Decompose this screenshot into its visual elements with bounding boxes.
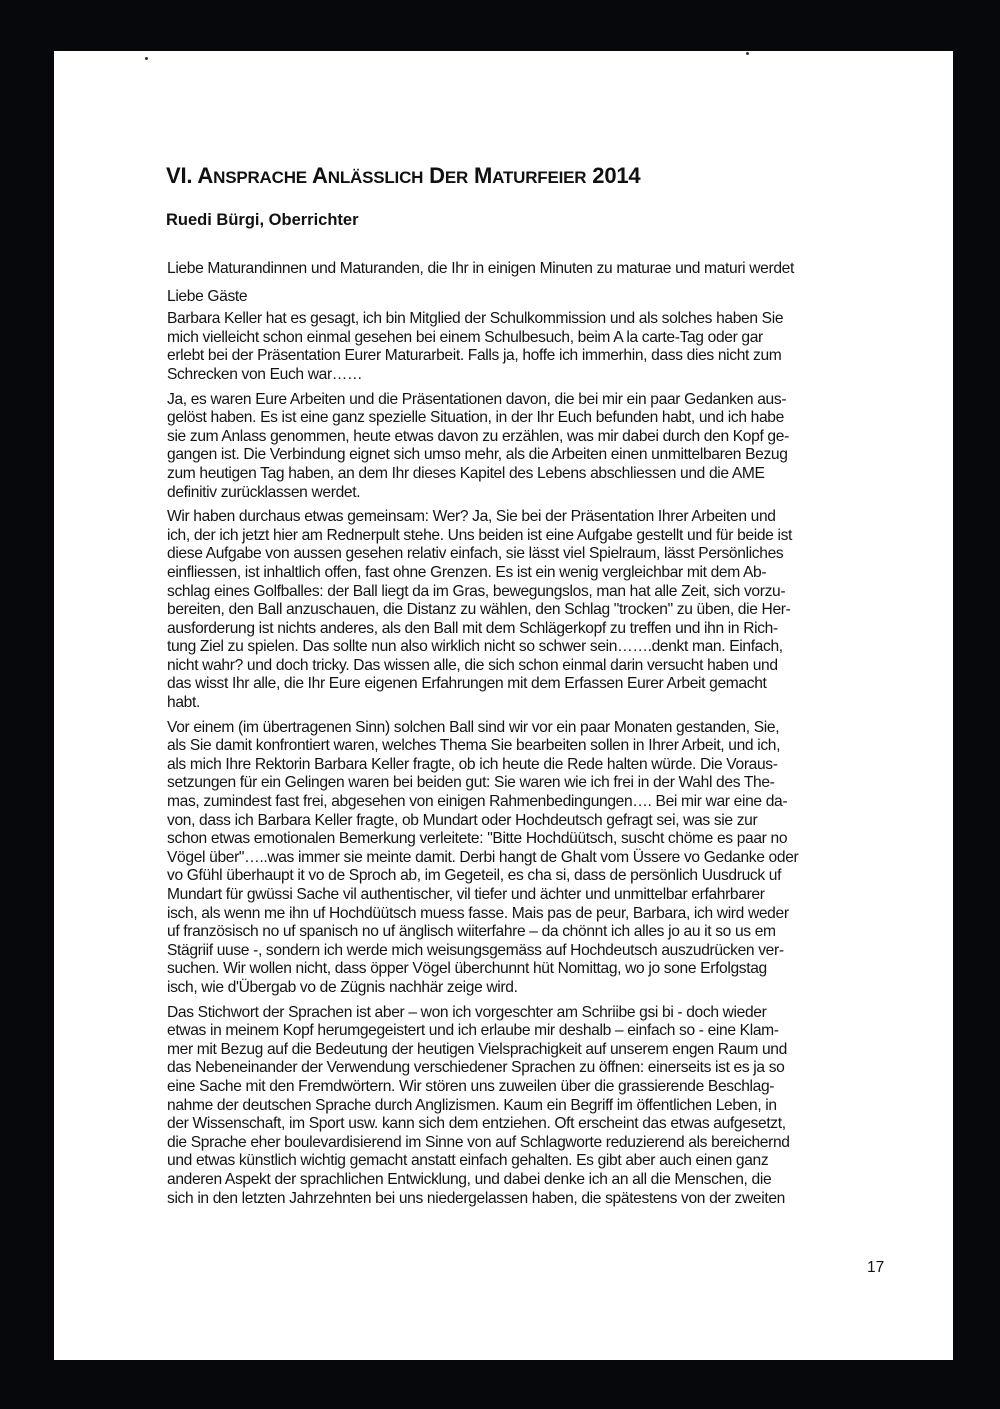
text-line: uf französisch no uf spanisch no uf änglisch wiiterfahre – da chönnt ich alles jo au it so us em: [167, 923, 776, 941]
text-line: bereiten, den Ball anzuschauen, die Distanz zu wählen, den Schlag "trocken" zu üben, die Her-: [167, 601, 791, 619]
scan-speck: [145, 57, 148, 60]
text-line: ich, der ich jetzt hier am Rednerpult stehe. Uns beiden ist eine Aufgabe gestellt und für beide ist: [167, 526, 793, 544]
text-line: anderen Aspekt der sprachlichen Entwicklung, und dabei denke ich an all die Menschen, die: [167, 1170, 772, 1188]
paragraph: [167, 1004, 897, 1209]
scan-speck: [746, 52, 749, 55]
text-line: das wisst Ihr alle, die Ihr Eure eigenen Erfahrungen mit dem Erfassen Eurer Arbeit gemacht: [167, 675, 767, 693]
text-line: Liebe Gäste: [167, 287, 248, 305]
text-line: Vor einem (im übertragenen Sinn) solchen Ball sind wir vor ein paar Monaten gestanden, Sie,: [167, 718, 780, 736]
text-line: das Nebeneinander der Verwendung verschiedener Sprachen zu öffnen: einerseits ist es ja so: [167, 1059, 785, 1077]
text-line: Ja, es waren Eure Arbeiten und die Präsentationen davon, die bei mir ein paar Gedanken aus-: [167, 390, 787, 408]
document-page: [54, 51, 953, 1360]
text-line: einfliessen, ist inhaltlich offen, fast ohne Grenzen. Es ist ein wenig vergleichbar mit dem Ab-: [167, 563, 767, 581]
text-line: sie zum Anlass genommen, heute etwas davon zu erzählen, was mir dabei durch den Kopf ge-: [167, 427, 789, 445]
author-line: Ruedi Bürgi, Oberrichter: [166, 211, 359, 229]
text-line: setzungen für ein Gelingen waren bei beiden gut: Sie waren wie ich frei in der Wahl des The-: [167, 774, 775, 792]
paragraph: [167, 260, 897, 279]
paragraph: [167, 391, 897, 503]
text-line: Mundart für gwüssi Sache vil authentischer, vil tiefer und ächter und unmittelbar erfahrbarer: [167, 886, 765, 903]
page-number: 17: [867, 1259, 885, 1276]
title-word: ANSPRACHE: [197, 163, 307, 188]
text-line: mer mit Bezug auf die Bedeutung der heutigen Vielsprachigkeit auf unserem engen Raum und: [167, 1040, 787, 1058]
text-line: als mich Ihre Rektorin Barbara Keller fragte, ob ich heute die Rede halten würde. Die Voraus-: [167, 755, 778, 773]
document-title: [166, 163, 640, 189]
text-line: ausforderung ist nichts anderes, als den Ball mit dem Schlägerkopf zu treffen und ihn in Rich-: [167, 619, 778, 637]
text-line: mas, zumindest fast frei, abgesehen von einigen Rahmenbedingungen…. Bei mir war eine da-: [167, 793, 788, 811]
text-line: Das Stichwort der Sprachen ist aber – won ich vorgeschter am Schriibe gsi bi - doch wieder: [167, 1003, 767, 1021]
title-word: MATURFEIER: [474, 163, 587, 188]
text-line: habt.: [167, 694, 200, 712]
paragraph: [167, 508, 897, 713]
paragraph: [167, 719, 897, 998]
title-word: DER: [429, 163, 469, 188]
text-line: Liebe Maturandinnen und Maturanden, die Ihr in einigen Minuten zu maturae und maturi werdet: [167, 260, 794, 277]
text-line: Wir haben durchaus etwas gemeinsam: Wer? Ja, Sie bei der Präsentation Ihrer Arbeiten und: [167, 508, 776, 526]
text-line: gangen ist. Die Verbindung eignet sich umso mehr, als die Arbeiten einen unmittelbaren Bezug: [167, 446, 788, 464]
text-line: nahme der deutschen Sprache durch Anglizismen. Kaum ein Begriff im öffentlichen Leben, in: [167, 1096, 777, 1114]
text-line: schon etwas emotionalen Bemerkung verleitete: "Bitte Hochdüütsch, suscht chöme es paar no: [167, 830, 788, 848]
text-line: erlebt bei der Präsentation Eurer Maturarbeit. Falls ja, hoffe ich immerhin, dass dies nicht zum: [167, 347, 782, 365]
text-line: von, dass ich Barbara Keller fragte, ob Mundart oder Hochdeutsch gefragt sei, was sie zur: [167, 811, 758, 829]
text-line: zum heutigen Tag haben, an dem Ihr dieses Kapitel des Lebens abschliessen und die AME: [167, 464, 765, 482]
text-line: als Sie damit konfrontiert waren, welches Thema Sie bearbeiten sollen in Ihrer Arbeit, und ich,: [167, 737, 781, 755]
title-year: 2014: [592, 163, 641, 188]
text-line: tung Ziel zu spielen. Das sollte nun also wirklich nicht so schwer sein…….denkt man. Einfach,: [167, 638, 783, 656]
text-line: nicht wahr? und doch tricky. Das wissen alle, die sich schon einmal darin versucht haben und: [167, 656, 778, 674]
text-line: isch, wie d'Übergab vo de Zügnis nachhär zeige wird.: [167, 978, 518, 996]
title-roman: VI.: [166, 163, 193, 188]
text-line: Stägriif uuse -, sondern ich werde mich weisungsgemäss auf Hochdeutsch auszudrücken ver-: [167, 941, 784, 959]
text-line: etwas in meinem Kopf herumgegeistert und ich erlaube mir deshalb – einfach so - eine Klam-: [167, 1022, 779, 1040]
text-line: vo Gfühl überhaupt it vo de Sproch ab, im Gegeteil, es cha si, dass de persönlich Uusdruck uf: [167, 867, 782, 885]
text-line: schlag eines Golfballes: der Ball liegt da im Gras, bewegungslos, man hat alle Zeit, sich vorzu-: [167, 582, 786, 600]
text-line: suchen. Wir wollen nicht, dass öpper Vögel überchunnt hüt Nomittag, wo jo sone Erfolgstag: [167, 960, 767, 978]
text-line: definitiv zurücklassen werdet.: [167, 483, 361, 501]
text-line: isch, als wenn me ihn uf Hochdüütsch muess fasse. Mais pas de peur, Barbara, ich wird weder: [167, 904, 789, 922]
text-line: diese Aufgabe von aussen gesehen relativ einfach, sie lässt viel Spielraum, lässt Persönliches: [167, 545, 784, 563]
text-line: sich in den letzten Jahrzehnten bei uns niedergelassen haben, die spätestens von der zweiten: [167, 1189, 785, 1207]
text-line: Barbara Keller hat es gesagt, ich bin Mitglied der Schulkommission und als solches haben Sie: [167, 310, 784, 328]
text-line: die Sprache eher boulevardisierend im Sinne von auf Schlagworte reduzierend als bereichernd: [167, 1133, 790, 1151]
text-line: der Wissenschaft, im Sport usw. kann sich dem entziehen. Oft erscheint das etwas aufgesetzt,: [167, 1115, 786, 1133]
text-line: Vögel über"…..was immer sie meinte damit. Derbi hangt de Ghalt vom Üssere vo Gedanke oder: [167, 848, 799, 866]
speech-body: [167, 260, 897, 1214]
title-word: ANLÄSSLICH: [312, 163, 424, 188]
text-line: gelöst haben. Es ist eine ganz spezielle Situation, in der Ihr Euch befunden habt, und ich habe: [167, 409, 784, 427]
text-line: Schrecken von Euch war……: [167, 365, 363, 383]
text-line: mich vielleicht schon einmal gesehen bei einem Schulbesuch, beim A la carte-Tag oder gar: [167, 328, 763, 346]
text-line: eine Sache mit den Fremdwörtern. Wir stören uns zuweilen über die grassierende Beschlag-: [167, 1077, 775, 1095]
text-line: und etwas künstlich wichtig gemacht anstatt einfach gehalten. Es gibt aber auch einen ganz: [167, 1152, 769, 1170]
paragraph: [167, 310, 897, 384]
paragraph: [167, 288, 897, 307]
